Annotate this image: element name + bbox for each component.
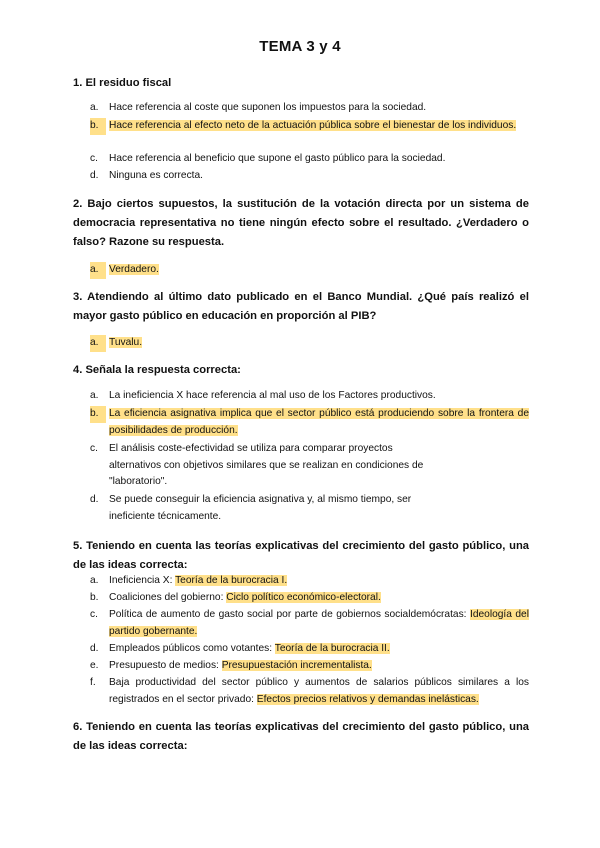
option-text: Ninguna es correcta.	[109, 170, 204, 181]
option-line: ineficiente técnicamente.	[109, 510, 222, 522]
option-letter: e.	[90, 660, 99, 671]
option-text	[109, 607, 529, 640]
highlighted-answer: Efectos precios relativos y demandas inelásticas.	[256, 693, 479, 705]
highlighted-answer: Presupuestación incrementalista.	[221, 660, 372, 671]
option-text-highlighted	[109, 335, 529, 352]
option-text: Hace referencia al beneficio que supone el gasto público para la sociedad.	[109, 153, 446, 164]
option-letter: c.	[90, 153, 98, 164]
option-text	[109, 441, 529, 491]
option-letter: d.	[90, 494, 99, 505]
highlighted-answer: Hace referencia al efecto neto de la actuación pública sobre el bienestar de los individuos.	[109, 120, 517, 131]
option-prefix: Empleados públicos como votantes:	[109, 643, 275, 654]
option-prefix: Coaliciones del gobierno:	[109, 592, 227, 603]
option-line: "laboratorio".	[109, 476, 168, 487]
question-2: 2. Bajo ciertos supuestos, la sustitución de la votación directa por un sistema de democracia representativa no tiene ningún efecto sobre el resultado. ¿Verdadero o falso? Razone su respuesta.	[73, 198, 529, 248]
option-text	[109, 658, 529, 675]
highlighted-answer: Tuvalu.	[109, 337, 143, 348]
option-letter: c.	[90, 443, 98, 454]
option-prefix: Baja productividad del sector público y aumentos de salarios públicos similares a los registrados en el sector privado:	[109, 677, 529, 705]
highlighted-answer: Ciclo político económico-electoral.	[226, 592, 381, 603]
highlighted-answer: Teoría de la burocracia II.	[274, 643, 390, 654]
highlighted-answer: La eficiencia asignativa implica que el sector público está produciendo sobre la frontera de posibilidades de producción.	[109, 408, 529, 436]
highlighted-answer: Verdadero.	[109, 264, 159, 275]
option-text-highlighted	[109, 118, 529, 135]
option-letter: d.	[90, 170, 99, 181]
option-letter: a.	[90, 335, 106, 352]
option-text-highlighted	[109, 406, 529, 439]
highlighted-answer: Ideología del partido gobernante.	[109, 609, 529, 637]
option-letter: b.	[90, 406, 106, 423]
option-letter: a.	[90, 390, 99, 401]
option-letter: c.	[90, 609, 98, 620]
option-letter: a.	[90, 575, 99, 586]
option-text	[109, 573, 529, 590]
option-prefix: Ineficiencia X:	[109, 575, 176, 586]
option-letter: a.	[90, 102, 99, 113]
document-title: TEMA 3 y 4	[259, 38, 341, 55]
option-text	[109, 590, 529, 607]
highlighted-answer: Teoría de la burocracia I.	[175, 575, 288, 586]
option-letter: b.	[90, 118, 106, 135]
question-1: 1. El residuo fiscal	[73, 77, 172, 89]
option-text	[109, 675, 529, 708]
question-4: 4. Señala la respuesta correcta:	[73, 364, 241, 376]
option-text	[109, 641, 529, 658]
option-line: alternativos con objetivos similares que se realizan en condiciones de	[109, 459, 424, 471]
option-letter: d.	[90, 643, 99, 654]
question-3: 3. Atendiendo al último dato publicado en el Banco Mundial. ¿Qué país realizó el mayor gasto público en educación en proporción al PIB?	[73, 291, 529, 322]
option-line: Se puede conseguir la eficiencia asignativa y, al mismo tiempo, ser	[109, 494, 412, 505]
option-text: Hace referencia al coste que suponen los impuestos para la sociedad.	[109, 102, 427, 113]
option-text-highlighted	[109, 262, 529, 279]
question-5: 5. Teniendo en cuenta las teorías explicativas del crecimiento del gasto público, una de las ideas correcta:	[73, 540, 529, 571]
option-prefix: Política de aumento de gasto social por parte de gobiernos socialdemócratas:	[109, 609, 470, 620]
option-letter: f.	[90, 677, 96, 688]
option-line: El análisis coste-efectividad se utiliza para comparar proyectos	[109, 443, 393, 454]
question-6: 6. Teniendo en cuenta las teorías explicativas del crecimiento del gasto público, una de las ideas correcta:	[73, 721, 529, 752]
option-letter: a.	[90, 262, 106, 279]
option-prefix: Presupuesto de medios:	[109, 660, 222, 671]
option-text: La ineficiencia X hace referencia al mal uso de los Factores productivos.	[109, 390, 436, 401]
option-text	[109, 492, 529, 525]
option-letter: b.	[90, 592, 99, 603]
